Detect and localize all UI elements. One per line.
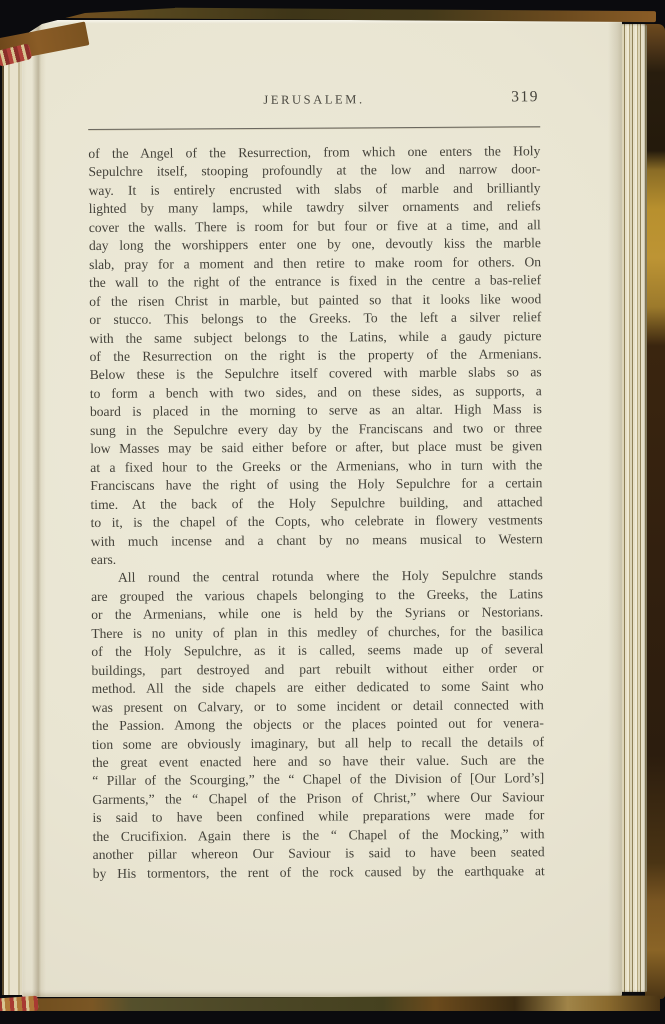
text-line: Sepulchre itself, stooping profoundly at the low and narrow door- [88,161,541,180]
text-line: Below these is the Sepulchre itself covered with marble slabs so as [89,364,542,383]
text-line: of the Angel of the Resurrection, from which one enters the Holy [88,143,541,161]
text-line: Franciscans have the right of using the Holy Sepulchre for a certain [90,475,543,494]
text-line: with much incense and a chant by no means musical to Western [90,530,543,549]
text-line: to it, is the chapel of the Copts, who celebrate in flowery vestments [90,512,543,531]
text-line: the Crucifixion. Again there is the “ Chapel of the Mocking,” with [92,825,545,844]
text-line: of the risen Christ in marble, but painted so that it looks like wood [89,290,542,309]
text-line: was present on Calvary, or to some incident or detail connected with [91,696,544,715]
text-line: lighted by many lamps, while tawdry silver ornaments and reliefs [88,198,541,217]
text-line: cover the walls. There is room for but four or five at a time, and all [88,217,541,235]
gutter-crease [32,20,46,997]
text-line: at a fixed hour to the Greeks or the Armenians, who in turn with the [90,456,543,475]
text-line: of the Holy Sepulchre, as it is called, seems made up of several [91,641,544,660]
text-line: tion some are obviously imaginary, but all help to recall the details of [91,733,545,752]
text-line: slab, pray for a moment and then retire to make room for others. On [88,253,542,272]
text-line: board is placed in the morning to serve as an altar. High Mass is [89,401,542,420]
text-line: method. All the side chapels are either dedicated to some Saint who [91,678,544,697]
text-line: ears. [90,551,117,567]
text-line: with the same subject belongs to the Latins, while a gaudy picture [89,327,542,346]
text-line: or stucco. This belongs to the Greeks. To the left a silver relief [89,309,542,328]
text-line: of the Resurrection on the right is the property of the Armenians. [89,346,542,364]
text-line: or the Armenians, while one is held by the Syrians or Nestorians. [91,604,544,623]
text-line: day long the worshippers enter one by one, devoutly kiss the marble [88,235,541,254]
text-line: is said to have been confined while preparations were made for [92,807,545,826]
text-line: the great event enacted here and so have their value. Such are the [92,752,545,770]
text-line: to form a bench with two sides, and on these sides, as supports, a [89,383,542,401]
text-line: time. At the back of the Holy Sepulchre building, and attached [90,493,543,512]
page-right-shadow [608,20,622,997]
book-page [22,20,622,997]
text-block [88,88,545,883]
text-line: “ Pillar of the Scourging,” the “ Chapel of the Division of [Our Lord’s] [92,770,545,789]
page-body [88,142,545,883]
text-line: Garments,” the “ Chapel of the Prison of Christ,” where Our Saviour [92,789,545,807]
text-line: the Passion. Among the objects or the places pointed out for venera- [91,715,544,734]
text-line: buildings, part destroyed and part rebuilt without either order or [91,659,544,678]
header-rule [88,126,540,130]
background-bottom [0,1011,665,1024]
text-line: All round the central rotunda where the Holy Sepulchre stands [117,567,543,586]
text-line: are grouped the various chapels belonging to the Greeks, the Latins [91,586,544,604]
text-line: the wall to the right of the entrance is fixed in the centre a bas-relief [89,272,542,291]
text-line: another pillar whereon Our Saviour is said to have been seated [92,844,545,863]
book-cover-right [645,24,665,999]
running-title: JERUSALEM. [263,92,365,107]
text-line: low Masses may be said either before or after, but place must be given [90,438,543,457]
text-line: There is no unity of plan in this medley of churches, for the basilica [91,623,544,641]
running-head [88,88,540,112]
page-stack-edges [619,24,647,992]
page-left-edges [0,20,22,995]
paragraph [91,567,545,883]
page-number: 319 [511,88,540,106]
paragraph [88,142,543,569]
text-line: sung in the Sepulchre every day by the Franciscans and two or three [90,420,543,438]
text-line: way. It is entirely encrusted with slabs of marble and brilliantly [88,180,541,198]
text-line: by His tormentors, the rent of the rock caused by the earthquake at [92,862,545,881]
